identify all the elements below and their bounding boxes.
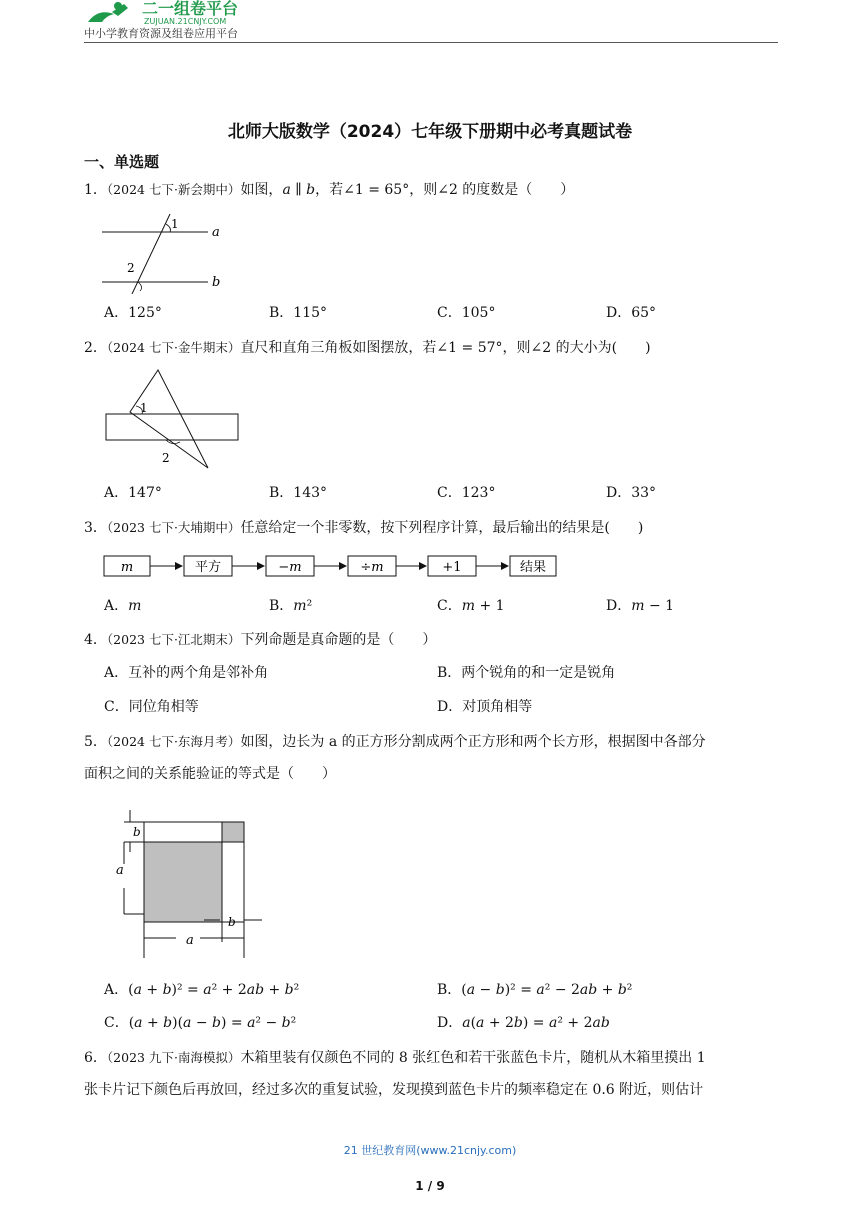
option-b: B．两个锐角的和一定是锐角 xyxy=(437,665,616,681)
option-a: A．147° xyxy=(104,485,162,501)
question-3-flowchart xyxy=(100,552,570,582)
angle-2-label: 2 xyxy=(127,261,135,275)
question-5-figure xyxy=(104,808,274,958)
question-2-figure xyxy=(100,366,250,472)
question-5-stem-line2: 面积之间的关系能验证的等式是（ ） xyxy=(84,766,336,782)
logo-text: 二一组卷平台 xyxy=(142,0,239,18)
section-heading: 一、单选题 xyxy=(84,153,160,171)
option-a: A．(𝑎 + 𝑏)² = 𝑎² + 2𝑎𝑏 + 𝑏² xyxy=(104,982,300,998)
line-b-label: b xyxy=(212,275,221,290)
option-b: B．143° xyxy=(269,485,328,501)
option-a: A．互补的两个角是邻补角 xyxy=(104,665,269,681)
site-logo xyxy=(84,0,274,26)
question-4-stem: 4．（2023 七下·江北期末）下列命题是真命题的是（ ） xyxy=(84,632,437,648)
option-b: B．(𝑎 − 𝑏)² = 𝑎² − 2𝑎𝑏 + 𝑏² xyxy=(437,982,633,998)
shaded-square-large xyxy=(144,842,222,922)
option-c: C．123° xyxy=(437,485,496,501)
option-d: D．对顶角相等 xyxy=(437,699,533,715)
question-5-stem-line1: 5．（2024 七下·东海月考）如图，边长为 a 的正方形分割成两个正方形和两个长方形，根据图中各部分 xyxy=(84,734,706,750)
page-title: 北师大版数学（2024）七年级下册期中必考真题试卷 xyxy=(227,122,633,142)
option-b: B．𝑚² xyxy=(269,598,313,614)
option-a: A．125° xyxy=(104,305,162,321)
angle-2-label: 2 xyxy=(162,451,170,465)
option-c: C．同位角相等 xyxy=(104,699,199,715)
option-d: D．𝑎(𝑎 + 2𝑏) = 𝑎² + 2𝑎𝑏 xyxy=(437,1015,610,1031)
page-number: 1 / 9 xyxy=(415,1179,445,1193)
flow-label-4: ÷𝑚 xyxy=(360,560,384,575)
angle-1-label: 1 xyxy=(171,217,179,231)
footer-link[interactable]: 21 世纪教育网(www.21cnjy.com) xyxy=(343,1144,517,1157)
option-d: D．65° xyxy=(606,305,657,321)
header-divider xyxy=(84,42,778,43)
flow-label-2: 平方 xyxy=(194,560,222,575)
dim-b-top: b xyxy=(133,825,141,839)
question-3-stem: 3．（2023 七下·大埔期中）任意给定一个非零数，按下列程序计算，最后输出的结果是( ) xyxy=(84,520,644,536)
shaded-square-small xyxy=(222,822,244,842)
option-d: D．𝑚 − 1 xyxy=(606,598,675,614)
option-a: A．𝑚 xyxy=(104,598,142,614)
question-2-stem: 2．（2024 七下·金牛期末）直尺和直角三角板如图摆放，若∠1 = 57°，则∠2 的大小为( ) xyxy=(84,340,651,356)
logo-url-text: ZUJUAN.21CNJY.COM xyxy=(144,17,227,26)
question-6-stem-line1: 6．（2023 九下·南海模拟）木箱里装有仅颜色不同的 8 张红色和若干张蓝色卡片，随机从木箱里摸出 1 xyxy=(84,1050,706,1066)
question-6-stem-line2: 张卡片记下颜色后再放回，经过多次的重复试验，发现摸到蓝色卡片的频率稳定在 0.6 附近，则估计 xyxy=(84,1082,704,1098)
dim-a-bottom: a xyxy=(186,933,194,948)
runner-logo-icon xyxy=(88,2,128,22)
flow-label-1: 𝑚 xyxy=(120,560,134,575)
line-a-label: a xyxy=(212,225,220,240)
question-1-stem: 1．（2024 七下·新会期中）如图，𝑎 ∥ 𝑏，若∠1 = 65°，则∠2 的度数是（ ） xyxy=(84,182,575,198)
option-b: B．115° xyxy=(269,305,328,321)
header-subtitle: 中小学教育资源及组卷应用平台 xyxy=(84,27,238,40)
flow-label-6: 结果 xyxy=(519,560,547,575)
dim-b-right: b xyxy=(228,915,236,929)
question-1-figure xyxy=(100,212,230,294)
option-c: C．𝑚 + 1 xyxy=(437,598,505,614)
option-d: D．33° xyxy=(606,485,657,501)
option-c: C．(𝑎 + 𝑏)(𝑎 − 𝑏) = 𝑎² − 𝑏² xyxy=(104,1015,297,1031)
flow-label-3: −𝑚 xyxy=(278,560,302,575)
angle-1-label: 1 xyxy=(140,401,148,415)
dim-a-left: a xyxy=(116,863,124,878)
option-c: C．105° xyxy=(437,305,496,321)
flow-label-5: +1 xyxy=(442,560,462,575)
